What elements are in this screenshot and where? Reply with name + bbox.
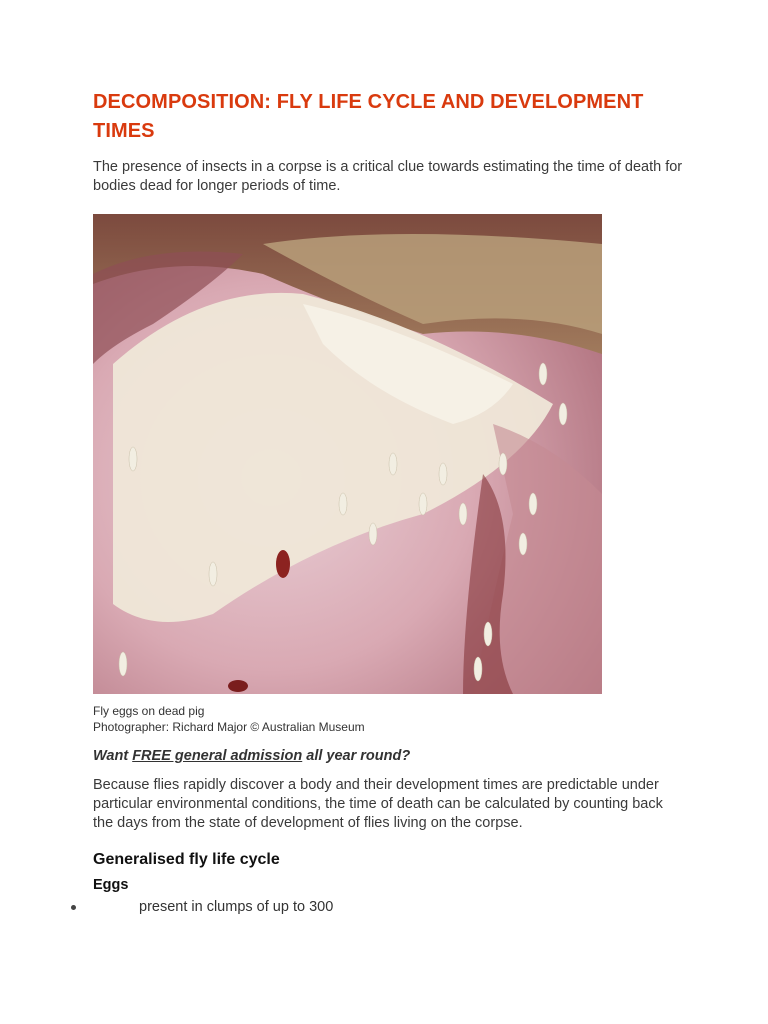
caption-title: Fly eggs on dead pig — [93, 704, 205, 718]
promo-suffix: all year round? — [302, 748, 411, 764]
free-admission-link[interactable]: FREE general admission — [132, 748, 303, 764]
intro-paragraph: The presence of insects in a corpse is a critical clue towards estimating the time of death for bodies dead for longer periods of time. — [93, 159, 683, 194]
admission-promo — [93, 748, 683, 764]
promo-prefix: Want — [93, 748, 133, 764]
list-item-text: present in clumps of up to 300 — [139, 899, 334, 915]
body-paragraph: Because flies rapidly discover a body and their development times are predictable under particular environmental conditions, the time of death can be calculated by counting back the days from the state of development of flies living on the corpse. — [93, 777, 663, 831]
caption-credit: Photographer: Richard Major © Australian Museum — [93, 720, 365, 734]
photo-caption — [93, 703, 683, 735]
list-item — [93, 899, 683, 915]
article — [93, 88, 683, 915]
section-heading: Generalised fly life cycle — [93, 851, 280, 868]
eggs-subheading: Eggs — [93, 877, 129, 893]
eggs-list — [93, 899, 683, 915]
page-title: DECOMPOSITION: FLY LIFE CYCLE AND DEVELOPMENT TIMES — [93, 91, 644, 142]
bullet-icon — [71, 905, 76, 910]
fly-eggs-photo — [93, 214, 602, 694]
